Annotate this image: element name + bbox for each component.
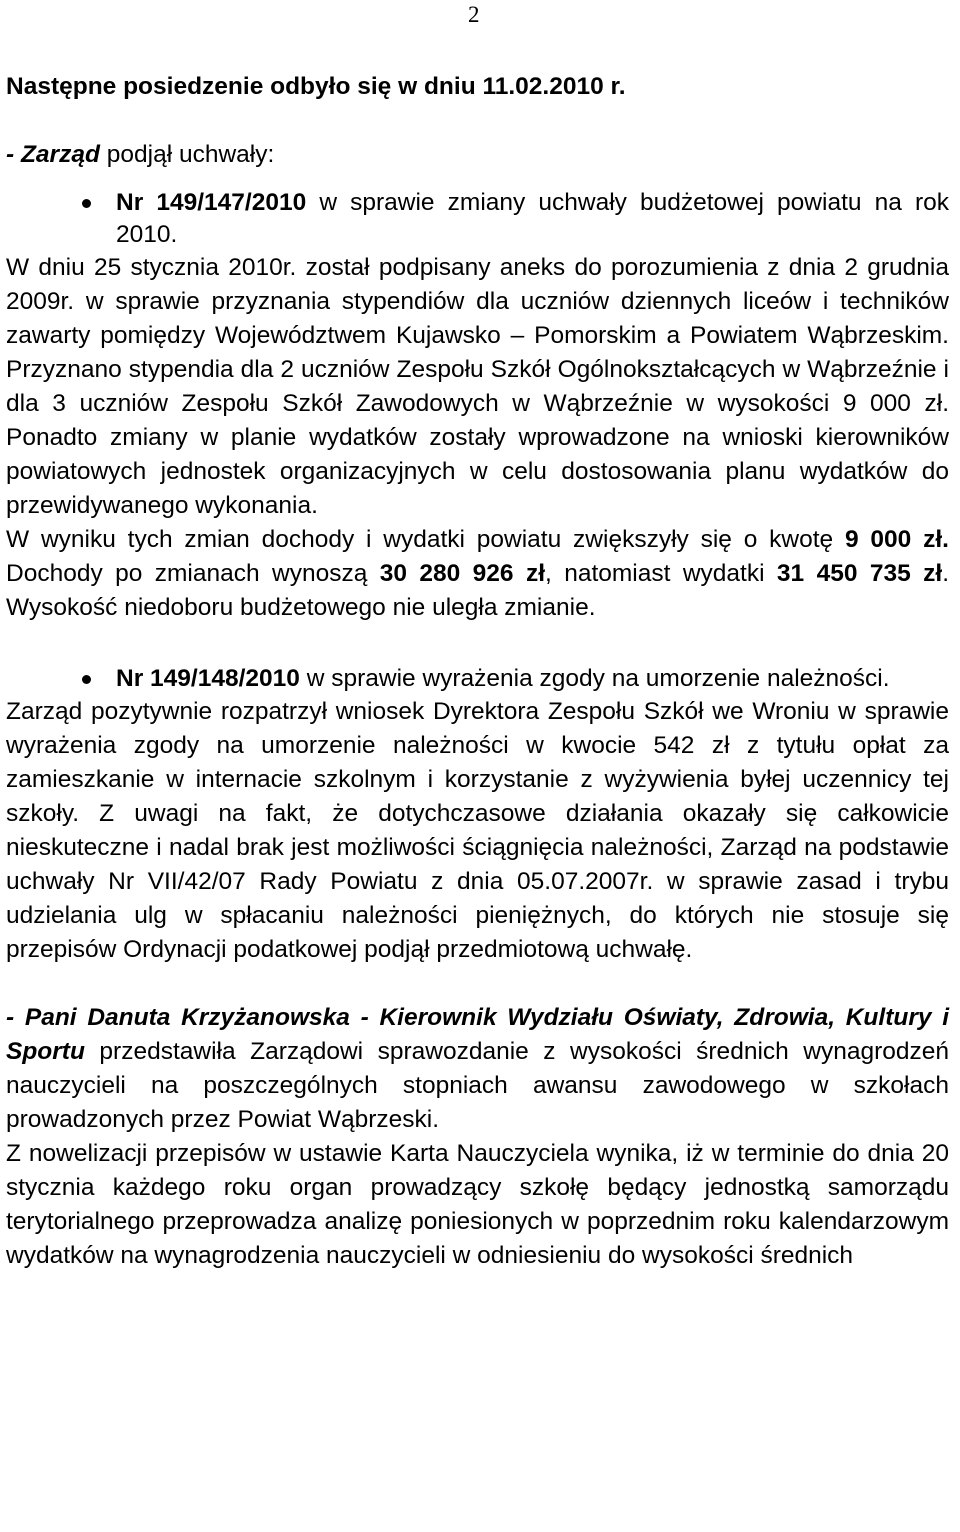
bullet-icon [82,675,91,684]
report-paragraph [6,1001,949,1137]
resolution-title: w sprawie wyrażenia zgody na umorzenie należności. [299,665,890,692]
list-item-resolution-147 [6,187,949,251]
resolution-147-body-a: W dniu 25 stycznia 2010r. został podpisany aneks do porozumienia z dnia 2 grudnia 2009r. w sprawie przyznania stypendiów dla uczniów dziennych liceów i techników zawarty pomiędzy Województwem Kujawsko – Pomorskim a Powiatem Wąbrzeskim. Przyznano stypendia dla 2 uczniów Zespołu Szkół Ogólnokształcących w Wąbrzeźnie i dla 3 uczniów Zespołu Szkół Zawodowych w Wąbrzeźnie w wysokości 9 000 zł. Ponadto zmiany w planie wydatków zostały wprowadzone na wnioski kierowników powiatowych jednostek organizacyjnych w celu dostosowania planu wydatków do przewidywanego wykonania. [6,254,949,519]
page-number: 2 [468,2,480,27]
list-item-resolution-148 [6,663,949,695]
resolution-number: Nr 149/148/2010 [116,665,300,692]
bullet-icon [82,199,91,208]
report-text: przedstawiła Zarządowi sprawozdanie z wysokości średnich wynagrodzeń nauczycieli na poszczególnych stopniach awansu zawodowego w szkołach prowadzonych przez Powiat Wąbrzeski. [6,1038,949,1133]
body-text: . Wysokość niedoboru budżetowego nie uległa zmianie. [6,560,949,621]
body-text: , natomiast wydatki [545,560,777,587]
body-text: Dochody po zmianach wynoszą [6,560,380,587]
amendment-paragraph: Z nowelizacji przepisów w ustawie Karta Nauczyciela wynika, iż w terminie do dnia 20 stycznia każdego roku organ prowadzący szkołę będący jednostką samorządu terytorialnego przeprowadza analizę poniesionych w poprzednim roku kalendarzowym wydatków na wynagrodzenia nauczycieli w odniesieniu do wysokości średnich [6,1140,949,1269]
document-body [6,70,949,1273]
spacer [6,625,949,663]
document-heading: Następne posiedzenie odbyło się w dniu 11.02.2010 r. [6,73,626,100]
resolution-148-body: Zarząd pozytywnie rozpatrzył wniosek Dyrektora Zespołu Szkół we Wroniu w sprawie wyrażenia zgody na umorzenie należności w kwocie 542 zł z tytułu opłat za zamieszkanie w internacie szkolnym i korzystanie z wyżywienia byłej uczennicy tej szkoły. Z uwagi na fakt, że dotychczasowe działania okazały się całkowicie nieskuteczne i nadal brak jest możliwości ściągnięcia należności, Zarząd na podstawie uchwały Nr VII/42/07 Rady Powiatu z dnia 05.07.2007r. w sprawie zasad i trybu udzielania ulg w spłacaniu należności pieniężnych, do których nie stosuje się przepisów Ordynacji podatkowej podjął przedmiotową uchwałę. [6,698,949,963]
amount-expenses: 31 450 735 zł [776,560,943,587]
resolution-title: w sprawie zmiany uchwały budżetowej powiatu na rok 2010. [116,189,950,248]
amount-income: 30 280 926 zł [379,560,545,587]
intro-rest: podjął uchwały: [99,141,275,168]
amount-increase: 9 000 zł. [844,526,949,553]
intro-subject: - Zarząd [6,141,100,168]
spacer [6,967,949,1001]
body-text: W wyniku tych zmian dochody i wydatki powiatu zwiększyły się o kwotę [6,526,845,553]
speaker-name: - Pani Danuta Krzyżanowska - Kierownik Wydziału Oświaty, Zdrowia, Kultury i Sportu [6,1004,949,1065]
resolution-147-body-b [6,523,949,625]
resolution-number: Nr 149/147/2010 [116,189,307,216]
intro-line [6,138,949,172]
